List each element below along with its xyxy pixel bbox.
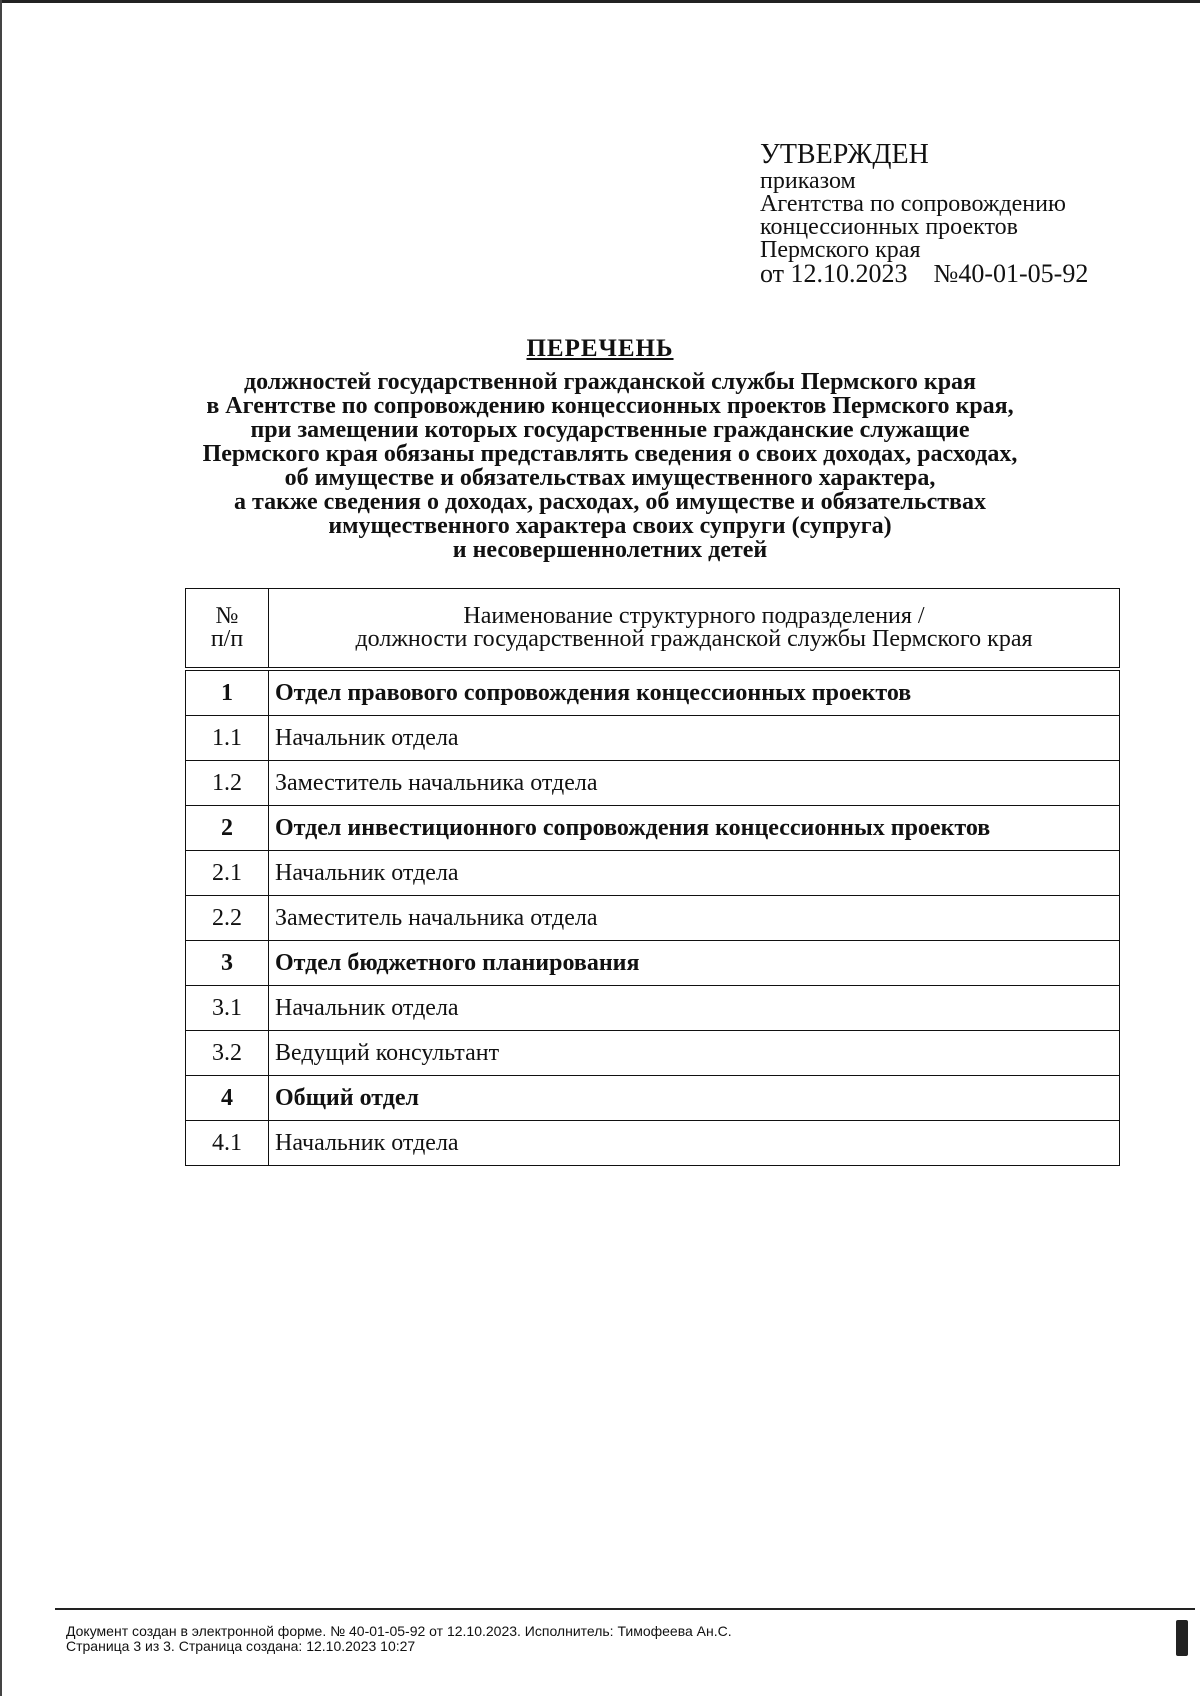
subtitle-line: Пермского края обязаны представлять сведения о своих доходах, расходах, [202,441,1018,467]
table-row [186,669,1120,716]
row-number: 2.1 [186,851,269,896]
subtitle-line: и несовершеннолетних детей [452,537,768,563]
document-subtitle [170,370,1050,562]
row-name: Заместитель начальника отдела [269,896,1120,941]
row-name: Начальник отдела [269,851,1120,896]
subtitle-line: об имуществе и обязательствах имущественного характера, [284,465,936,491]
table-row [186,1031,1120,1076]
row-name: Отдел правового сопровождения концессионных проектов [269,669,1120,716]
table-row [186,806,1120,851]
subtitle-line: при замещении которых государственные гражданские служащие [250,417,970,443]
footer-divider [55,1608,1195,1610]
footer [66,1624,1066,1654]
row-number: 3 [186,941,269,986]
row-name: Начальник отдела [269,716,1120,761]
subtitle-line: должностей государственной гражданской службы Пермского края [243,369,977,395]
approval-date: от 12.10.2023 [760,259,908,288]
approval-line-2: Агентства по сопровождению [760,191,1066,217]
table-header-row [186,589,1120,670]
approval-number: №40-01-05-92 [933,259,1089,288]
header-name-line-1: Наименование структурного подразделения / [463,603,925,629]
subtitle-line: в Агентстве по сопровождению концессионных проектов Пермского края, [206,393,1014,419]
row-number: 3.2 [186,1031,269,1076]
header-name-line-2: должности государственной гражданской службы Пермского края [355,626,1033,652]
row-number: 3.1 [186,986,269,1031]
row-number: 1.1 [186,716,269,761]
table-row [186,941,1120,986]
row-name: Общий отдел [269,1076,1120,1121]
table-row [186,1076,1120,1121]
table-row [186,896,1120,941]
footer-line-2: Страница 3 из 3. Страница создана: 12.10.2023 10:27 [66,1638,416,1654]
page-edge-top [0,0,1200,3]
row-number: 4.1 [186,1121,269,1166]
positions-table [185,588,1120,1166]
header-number-line-2: п/п [210,626,244,652]
approval-date-line [760,259,1140,288]
row-name: Отдел инвестиционного сопровождения концессионных проектов [269,806,1120,851]
header-number-line-1: № [215,603,239,629]
row-name: Начальник отдела [269,1121,1120,1166]
table-row [186,986,1120,1031]
header-number-cell [186,589,269,670]
footer-line-1: Документ создан в электронной форме. № 40-01-05-92 от 12.10.2023. Исполнитель: Тимофеева Ан.С. [66,1623,732,1639]
corner-mark-icon [1176,1620,1188,1656]
table-row [186,716,1120,761]
subtitle-line: имущественного характера своих супруги (супруга) [328,513,892,539]
row-name: Ведущий консультант [269,1031,1120,1076]
approval-line-4: Пермского края [760,237,921,263]
row-name: Начальник отдела [269,986,1120,1031]
page-edge-left [0,0,2,1696]
table-row [186,851,1120,896]
row-number: 2 [186,806,269,851]
document-title: ПЕРЕЧЕНЬ [526,335,674,362]
table-row [186,761,1120,806]
approval-line-1: приказом [760,168,856,194]
row-name: Отдел бюджетного планирования [269,941,1120,986]
row-number: 2.2 [186,896,269,941]
row-number: 4 [186,1076,269,1121]
table-row [186,1121,1120,1166]
approval-title: УТВЕРЖДЕН [760,139,929,170]
row-number: 1 [186,669,269,716]
subtitle-line: а также сведения о доходах, расходах, об имуществе и обязательствах [233,489,986,515]
approval-line-3: концессионных проектов [760,214,1018,240]
approval-block [760,139,1140,288]
header-name-cell [269,589,1120,670]
row-number: 1.2 [186,761,269,806]
row-name: Заместитель начальника отдела [269,761,1120,806]
